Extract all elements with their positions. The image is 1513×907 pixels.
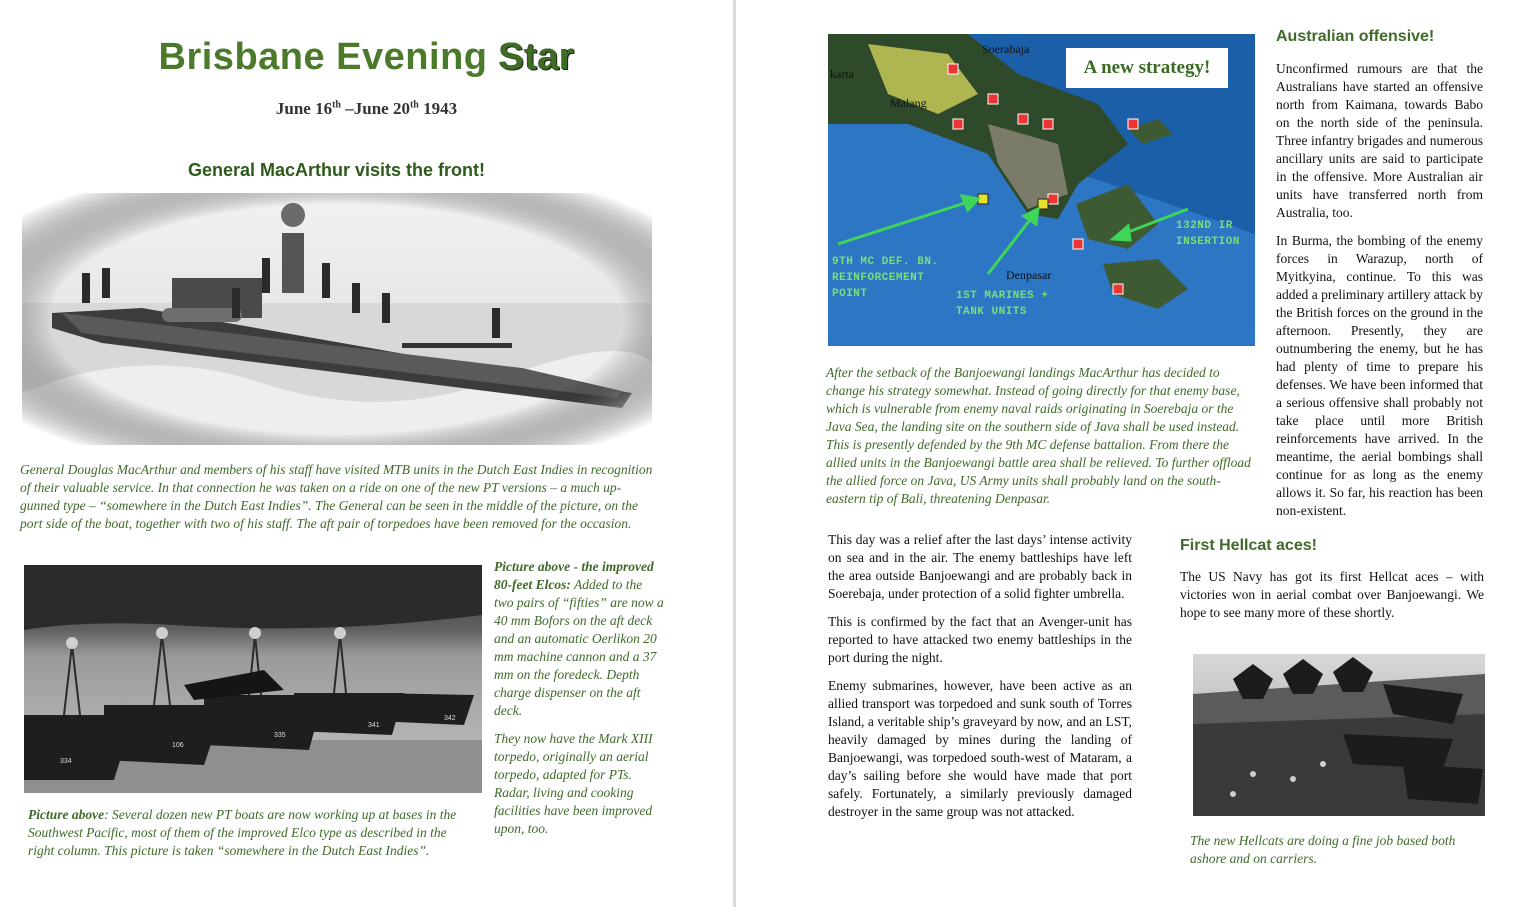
center-p2: This is confirmed by the fact that an Avenger-unit has reported to have attacked two enemy battleships in the port during the night.	[828, 614, 1132, 665]
date-sep: –	[341, 99, 354, 118]
dateline	[0, 99, 733, 119]
masthead-part1: Brisbane Evening	[158, 36, 499, 78]
center-p1: This day was a relief after the last days’ intense activity on sea and in the air. The enemy battleships have left the area outside Banjoewangi and are probably back in Soerebaja, under protection of a solid fighter umbrella.	[828, 532, 1132, 601]
sidebar-lead: Picture above - the improved 80-feet Elcos:	[494, 559, 654, 592]
pt-boat-drawing	[22, 193, 652, 445]
boat-number-1: 334	[60, 758, 72, 765]
center-column	[828, 531, 1132, 831]
masthead-star: Star	[498, 36, 575, 78]
boat-number-2: 106	[172, 742, 184, 749]
date-year: 1943	[418, 99, 458, 118]
map-caption: After the setback of the Banjoewangi landings MacArthur has decided to change his strategy somewhat. Instead of going directly for that enemy base, which is vulnerable from enemy naval raids originating in Soerebaja or the Java Sea, the landing site on the southern side of Java shall be used instead. This is presently defended by the 9th MC defense battalion. From there the allied units in the Banjoewangi battle area shall be relieved. To further offload the allied force on Java, US Army units shall probably land on the south-eastern tip of Bali, threatening Denpasar.	[826, 365, 1251, 506]
strategy-title-box: A new strategy!	[1066, 48, 1228, 88]
caption2-lead: Picture above	[28, 807, 105, 822]
sidebar-text-1	[494, 558, 664, 720]
map-label-def-bn-2: REINFORCEMENT	[832, 272, 925, 284]
australian-headline: Australian offensive!	[1276, 28, 1435, 45]
map-label-ir-2: INSERTION	[1176, 236, 1240, 248]
elco-boats-photo	[24, 565, 482, 793]
caption2-text: : Several dozen new PT boats are now working up at bases in the Southwest Pacific, most of them of the improved Elco type as described in the right column. This picture is taken “somewhere in the Dutch East Indies”.	[28, 807, 457, 858]
australian-p1: Unconfirmed rumours are that the Australians have started an offensive north from Kaimana, towards Babo on the north side of the peninsula. Three infantry brigades and numerous ancillary units are said to participate in the offensive. More Australian air units have transferred north from Australia, too.	[1276, 61, 1483, 220]
hellcat-headline: First Hellcat aces!	[1180, 537, 1317, 554]
photo-caption-elcos	[28, 806, 468, 860]
map-label-def-bn-3: POINT	[832, 288, 868, 300]
hellcat-p: The US Navy has got its first Hellcat aces – with victories won in aerial combat over Banjoewangi. We hope to see many more of these shortly.	[1180, 569, 1484, 620]
date-start: June 16	[275, 99, 333, 118]
map-label-marines-2: TANK UNITS	[956, 306, 1028, 318]
center-p3: Enemy submarines, however, have been active as an allied transport was torpedoed and sunk south of Torres Island, a veritable ship’s graveyard by now, and an LST, heavily damaged by mines during the landing of Banjoewangi, was torpedoed south-west of Mataram, a day’s sailing before she would have made that port safely. Fortunately, a similarly previously damaged destroyer in the same group was not attacked.	[828, 678, 1132, 819]
map-label-ir-1: 132ND IR	[1176, 220, 1233, 232]
boat-number-5: 342	[444, 715, 456, 722]
map-label-marines	[956, 288, 1048, 320]
hellcat-text	[1180, 568, 1484, 632]
date-end: June 20	[353, 99, 410, 118]
headline: General MacArthur visits the front!	[187, 160, 486, 180]
burma-p: In Burma, the bombing of the enemy forces in Warazup, north of Myitkyina, continue. To this was added a preliminary artillery attack by the British forces on the ground in the afternoon. Presently, they are outnumbering the enemy, but he has had plenty of time to prepare his defenses. We have been informed that a serious offensive shall probably not take place until more British reinforcements have arrived. In the meantime, the aerial bombings shall continue for as long as the enemy allows it. So far, his reaction has been non-existent.	[1276, 233, 1483, 518]
map-label-def-bn-1: 9TH MC DEF. BN.	[832, 256, 939, 268]
sidebar-p1: Added to the two pairs of “fifties” are now a 40 mm Bofors on the aft deck and an automatic Oerlikon 20 mm machine cannon and a 37 mm on the foredeck. Depth charge dispenser on the aft deck.	[494, 577, 664, 718]
boat-number-4: 341	[368, 722, 380, 729]
town-karta: karta	[830, 67, 854, 81]
australian-column	[1276, 60, 1483, 530]
photo-caption-macarthur: General Douglas MacArthur and members of his staff have visited MTB units in the Dutch East Indies in recognition of their valuable service. In that connection he was taken on a ride on one of the new PT versions – a much up-gunned type – “somewhere in the Dutch East Indies”. The General can be seen in the middle of the picture, on the port side of the boat, together with two of his staff. The aft pair of torpedoes have been removed for the occasion.	[20, 462, 653, 531]
town-denpasar: Denpasar	[1006, 268, 1052, 282]
elco-boats-drawing	[24, 565, 482, 793]
boat-number-3: 335	[274, 732, 286, 739]
town-soerabaja: Soerabaja	[982, 42, 1030, 56]
map-label-marines-1: 1ST MARINES +	[956, 290, 1049, 302]
map-label-def-bn	[832, 254, 939, 302]
hellcat-caption: The new Hellcats are doing a fine job based both ashore and on carriers.	[1190, 833, 1456, 866]
town-malang: Malang	[890, 96, 927, 110]
hellcat-photo	[1193, 654, 1485, 816]
sidebar-p2: They now have the Mark XIII torpedo, originally an aerial torpedo, adapted for PTs. Radar, living and cooking facilities have been improved upon, too.	[494, 731, 653, 836]
hellcat-drawing	[1193, 654, 1485, 816]
masthead-title	[0, 36, 733, 79]
pt-boat-photo	[22, 193, 652, 445]
date-end-sup: th	[409, 99, 419, 111]
map-label-ir	[1176, 218, 1240, 250]
elco-sidebar	[494, 558, 664, 848]
date-start-sup: th	[332, 99, 341, 111]
